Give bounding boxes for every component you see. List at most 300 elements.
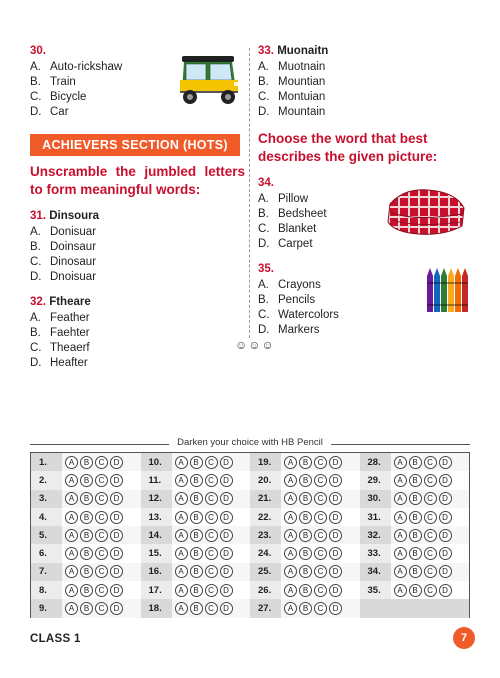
answer-bubble[interactable]: C <box>314 511 327 524</box>
answer-bubble[interactable]: B <box>299 602 312 615</box>
option-c: C. Watercolors <box>258 309 339 321</box>
answer-bubble[interactable]: A <box>284 565 297 578</box>
answer-bubble[interactable]: C <box>314 474 327 487</box>
answer-bubble[interactable]: A <box>175 511 188 524</box>
bubble-group <box>62 581 141 599</box>
answer-bubble[interactable]: C <box>95 529 108 542</box>
answer-bubble[interactable]: A <box>394 584 407 597</box>
answer-bubble[interactable]: A <box>175 529 188 542</box>
answer-bubble[interactable]: B <box>190 602 203 615</box>
answer-bubble[interactable]: C <box>205 529 218 542</box>
answer-bubble[interactable]: A <box>175 456 188 469</box>
option-d: D. Markers <box>258 324 320 336</box>
answer-bubble[interactable]: C <box>424 492 437 505</box>
answer-bubble[interactable]: D <box>439 529 452 542</box>
answer-bubble[interactable]: D <box>220 456 233 469</box>
option-d: D. Carpet <box>258 238 313 250</box>
answer-row <box>250 526 360 544</box>
answer-bubble[interactable]: B <box>409 547 422 560</box>
answer-row <box>141 581 251 599</box>
instruction-unscramble: Unscramble the jumbled letters to form meaningful words: <box>30 164 245 197</box>
answer-bubble[interactable]: B <box>409 529 422 542</box>
answer-bubble[interactable]: A <box>175 547 188 560</box>
answer-row <box>31 508 141 526</box>
bubble-group <box>172 453 251 471</box>
question-number: 33. <box>258 45 274 57</box>
option-a: A. Crayons <box>258 279 321 291</box>
answer-row <box>250 490 360 508</box>
jumbled-word: Muonaitn <box>277 45 329 57</box>
option-b: B. Train <box>30 76 76 88</box>
bubble-group <box>391 563 470 581</box>
answer-number: 18. <box>148 603 162 615</box>
answer-bubble[interactable]: B <box>190 456 203 469</box>
answer-row <box>360 508 470 526</box>
answer-bubble[interactable]: D <box>329 492 342 505</box>
answer-number: 25. <box>258 566 272 578</box>
answer-number: 8. <box>39 584 47 596</box>
answer-bubble[interactable]: A <box>65 492 78 505</box>
answer-bubble[interactable]: B <box>80 492 93 505</box>
bubble-group <box>172 599 251 617</box>
answer-number: 17. <box>148 584 162 596</box>
answer-bubble[interactable]: A <box>65 529 78 542</box>
answer-bubble[interactable]: B <box>80 529 93 542</box>
option-d: D. Heafter <box>30 357 88 369</box>
answer-bubble[interactable]: B <box>190 584 203 597</box>
answer-bubble[interactable]: D <box>110 456 123 469</box>
answer-bubble[interactable]: A <box>394 492 407 505</box>
answer-bubble[interactable]: C <box>95 584 108 597</box>
bubble-group <box>391 453 470 471</box>
option-c: C. Dinosaur <box>30 256 97 268</box>
answer-bubble[interactable]: B <box>299 584 312 597</box>
option-c: C. Theaerf <box>30 342 90 354</box>
answer-number: 27. <box>258 603 272 615</box>
answer-bubble[interactable]: C <box>424 584 437 597</box>
option-b: B. Faehter <box>30 327 90 339</box>
bubble-group <box>172 544 251 562</box>
answer-row <box>360 526 470 544</box>
option-b: B. Mountian <box>258 76 326 88</box>
option-c: C. Montuian <box>258 91 326 103</box>
option-a: A. Auto-rickshaw <box>30 61 123 73</box>
answer-bubble[interactable]: C <box>424 474 437 487</box>
answer-bubble[interactable]: D <box>329 565 342 578</box>
answer-bubble[interactable]: A <box>394 529 407 542</box>
answer-number: 19. <box>258 456 272 468</box>
answer-bubble[interactable]: D <box>439 456 452 469</box>
bubble-group <box>391 544 470 562</box>
answer-bubble[interactable]: A <box>65 474 78 487</box>
bubble-group <box>391 526 470 544</box>
answer-column <box>250 453 360 617</box>
blanket-image <box>384 182 468 240</box>
answer-bubble[interactable]: D <box>220 529 233 542</box>
answer-bubble[interactable]: D <box>329 547 342 560</box>
answer-number: 35. <box>367 584 381 596</box>
question-number: 32. <box>30 296 46 308</box>
answer-bubble[interactable]: A <box>394 565 407 578</box>
answer-bubble[interactable]: B <box>409 456 422 469</box>
page-number-badge: 7 <box>453 627 475 649</box>
answer-number: 4. <box>39 511 47 523</box>
answer-bubble[interactable]: C <box>424 547 437 560</box>
answer-bubble[interactable]: D <box>329 529 342 542</box>
option-a: A. Pillow <box>258 193 309 205</box>
answer-bubble[interactable]: C <box>205 511 218 524</box>
answer-number: 12. <box>148 493 162 505</box>
answer-number: 15. <box>148 548 162 560</box>
answer-bubble[interactable]: B <box>299 474 312 487</box>
option-b: B. Bedsheet <box>258 208 327 220</box>
answer-row <box>250 453 360 471</box>
instruction-choose-word: Choose the word that best describes the given picture: <box>258 131 438 164</box>
answer-number: 29. <box>367 474 381 486</box>
bubble-group <box>62 508 141 526</box>
answer-bubble[interactable]: A <box>65 584 78 597</box>
answer-bubble[interactable]: A <box>284 474 297 487</box>
bubble-group <box>281 526 360 544</box>
answer-row <box>141 526 251 544</box>
answer-number: 21. <box>258 493 272 505</box>
answer-number: 11. <box>148 474 162 486</box>
answer-number: 5. <box>39 529 47 541</box>
bubble-group <box>391 471 470 489</box>
answer-bubble[interactable]: A <box>65 602 78 615</box>
answer-number: 3. <box>39 493 47 505</box>
answer-row <box>141 453 251 471</box>
answer-row <box>141 490 251 508</box>
answer-bubble[interactable]: A <box>394 474 407 487</box>
answer-bubble[interactable]: B <box>299 529 312 542</box>
bubble-group <box>281 581 360 599</box>
answer-bubble[interactable]: B <box>80 511 93 524</box>
answer-bubble[interactable]: D <box>329 602 342 615</box>
answer-row <box>141 471 251 489</box>
bubble-group <box>281 453 360 471</box>
answer-number: 24. <box>258 548 272 560</box>
answer-number: 13. <box>148 511 162 523</box>
answer-row <box>360 599 470 617</box>
bubble-group <box>172 526 251 544</box>
answer-number: 34. <box>367 566 381 578</box>
answer-bubble[interactable]: B <box>299 547 312 560</box>
answer-bubble[interactable]: D <box>329 511 342 524</box>
answer-bubble[interactable]: B <box>190 565 203 578</box>
jumbled-word: Dinsoura <box>49 210 100 222</box>
answer-bubble[interactable]: C <box>95 456 108 469</box>
column-divider <box>249 48 250 338</box>
answer-bubble[interactable]: B <box>190 474 203 487</box>
answer-row <box>31 563 141 581</box>
answer-number: 31. <box>367 511 381 523</box>
answer-bubble[interactable]: C <box>95 511 108 524</box>
answer-bubble[interactable]: D <box>329 584 342 597</box>
answer-column <box>31 453 141 617</box>
question-number: 34. <box>258 177 274 189</box>
answer-bubble[interactable]: A <box>175 492 188 505</box>
answer-number: 2. <box>39 474 47 486</box>
answer-row <box>360 471 470 489</box>
smiley-icons: ☺☺☺ <box>235 338 275 352</box>
answer-bubble[interactable]: D <box>329 456 342 469</box>
answer-bubble[interactable]: A <box>284 492 297 505</box>
option-a: A. Muotnain <box>258 61 326 73</box>
answer-bubble[interactable]: C <box>314 584 327 597</box>
question-number: 31. <box>30 210 46 222</box>
answer-row <box>31 471 141 489</box>
bubble-group <box>62 471 141 489</box>
option-d: D. Dnoisuar <box>30 271 97 283</box>
answer-bubble[interactable]: C <box>314 602 327 615</box>
answer-row <box>141 508 251 526</box>
answer-row <box>31 599 141 617</box>
answer-row <box>31 544 141 562</box>
answer-bubble[interactable]: B <box>409 492 422 505</box>
answer-bubble[interactable]: D <box>439 547 452 560</box>
answer-bubble[interactable]: D <box>439 565 452 578</box>
answer-number: 9. <box>39 603 47 615</box>
option-b: B. Pencils <box>258 294 316 306</box>
answer-bubble[interactable]: C <box>95 474 108 487</box>
answer-number: 23. <box>258 529 272 541</box>
option-a: A. Feather <box>30 312 90 324</box>
answer-bubble[interactable]: C <box>205 456 218 469</box>
answer-bubble[interactable]: B <box>299 492 312 505</box>
answer-bubble[interactable]: D <box>110 511 123 524</box>
answer-bubble[interactable]: B <box>190 547 203 560</box>
answer-bubble[interactable]: B <box>80 547 93 560</box>
answer-bubble[interactable]: D <box>220 511 233 524</box>
answer-row <box>31 453 141 471</box>
answer-bubble[interactable]: C <box>314 547 327 560</box>
bubble-group <box>62 563 141 581</box>
bubble-group <box>172 490 251 508</box>
answer-bubble[interactable]: C <box>424 565 437 578</box>
answer-row <box>31 526 141 544</box>
answer-bubble[interactable]: B <box>409 584 422 597</box>
answer-row <box>31 581 141 599</box>
class-label: CLASS 1 <box>30 633 81 645</box>
answer-bubble[interactable]: D <box>110 474 123 487</box>
answer-number: 30. <box>367 493 381 505</box>
answer-bubble[interactable]: D <box>220 584 233 597</box>
answer-bubble[interactable]: A <box>394 511 407 524</box>
answer-bubble[interactable]: C <box>95 492 108 505</box>
answer-bubble[interactable]: C <box>95 547 108 560</box>
answer-bubble[interactable]: A <box>175 565 188 578</box>
answer-row <box>250 471 360 489</box>
answer-row <box>250 599 360 617</box>
jumbled-word: Ftheare <box>49 296 91 308</box>
answer-bubble[interactable]: C <box>95 565 108 578</box>
answer-bubble[interactable]: B <box>190 529 203 542</box>
answer-row <box>250 563 360 581</box>
question-33 <box>258 44 473 120</box>
bubble-group <box>281 490 360 508</box>
answer-row <box>360 490 470 508</box>
answer-bubble[interactable]: D <box>220 565 233 578</box>
bubble-group <box>172 508 251 526</box>
answer-bubble[interactable]: C <box>314 565 327 578</box>
answer-bubble[interactable]: C <box>205 565 218 578</box>
answer-bubble[interactable]: B <box>299 456 312 469</box>
answer-bubble[interactable]: A <box>175 474 188 487</box>
bubble-group <box>391 581 470 599</box>
option-c: C. Bicycle <box>30 91 87 103</box>
option-d: D. Car <box>30 106 69 118</box>
answer-bubble[interactable]: A <box>394 547 407 560</box>
question-32 <box>30 295 245 371</box>
answer-bubble[interactable]: D <box>110 529 123 542</box>
answer-number: 10. <box>148 456 162 468</box>
answer-bubble[interactable]: D <box>439 474 452 487</box>
answer-column <box>360 453 470 617</box>
answer-bubble[interactable]: C <box>205 547 218 560</box>
answer-number: 14. <box>148 529 162 541</box>
option-c: C. Blanket <box>258 223 317 235</box>
answer-bubble[interactable]: C <box>205 474 218 487</box>
answer-bubble[interactable]: D <box>110 602 123 615</box>
answer-bubble[interactable]: A <box>65 565 78 578</box>
answer-bubble[interactable]: C <box>314 529 327 542</box>
answer-bubble[interactable]: A <box>284 511 297 524</box>
bubble-group <box>62 544 141 562</box>
answer-bubble[interactable]: B <box>80 602 93 615</box>
option-d: D. Mountain <box>258 106 326 118</box>
answer-column <box>141 453 251 617</box>
answer-row <box>360 581 470 599</box>
answer-bubble[interactable]: A <box>394 456 407 469</box>
answer-row <box>31 490 141 508</box>
bubble-group <box>172 581 251 599</box>
answer-bubble[interactable]: B <box>190 492 203 505</box>
bubble-group <box>62 599 141 617</box>
answer-row <box>360 544 470 562</box>
answer-bubble[interactable]: C <box>205 492 218 505</box>
answer-bubble[interactable]: D <box>110 584 123 597</box>
answer-bubble[interactable]: D <box>220 492 233 505</box>
answer-bubble[interactable]: A <box>65 511 78 524</box>
answer-bubble[interactable]: C <box>424 456 437 469</box>
answer-row <box>250 544 360 562</box>
answer-grid <box>30 452 470 618</box>
answer-bubble[interactable]: D <box>110 547 123 560</box>
bubble-group <box>281 563 360 581</box>
bubble-group <box>281 471 360 489</box>
empty-cell <box>360 599 470 617</box>
answer-number: 28. <box>367 456 381 468</box>
answer-number: 32. <box>367 529 381 541</box>
answer-bubble[interactable]: D <box>439 492 452 505</box>
answer-bubble[interactable]: A <box>175 584 188 597</box>
bubble-group <box>62 526 141 544</box>
option-b: B. Doinsaur <box>30 241 97 253</box>
answer-bubble[interactable]: C <box>205 602 218 615</box>
answer-bubble[interactable]: A <box>65 456 78 469</box>
answer-bubble[interactable]: B <box>299 565 312 578</box>
answer-bubble[interactable]: B <box>409 565 422 578</box>
answer-number: 33. <box>367 548 381 560</box>
answer-number: 7. <box>39 566 47 578</box>
bubble-group <box>391 508 470 526</box>
answer-bubble[interactable]: B <box>80 456 93 469</box>
answer-row <box>250 508 360 526</box>
bubble-group <box>281 599 360 617</box>
answer-bubble[interactable]: B <box>190 511 203 524</box>
auto-rickshaw-image <box>176 50 242 108</box>
bubble-group <box>391 490 470 508</box>
answer-number: 1. <box>39 456 47 468</box>
answer-bubble[interactable]: D <box>220 547 233 560</box>
answer-bubble[interactable]: D <box>439 511 452 524</box>
answer-bubble[interactable]: D <box>110 492 123 505</box>
answer-row <box>141 599 251 617</box>
answer-number: 20. <box>258 474 272 486</box>
answer-bubble[interactable]: C <box>95 602 108 615</box>
answer-number: 26. <box>258 584 272 596</box>
bubble-group <box>281 544 360 562</box>
answer-bubble[interactable]: D <box>220 474 233 487</box>
option-a: A. Donisuar <box>30 226 97 238</box>
bubble-group <box>281 508 360 526</box>
answer-bubble[interactable]: C <box>314 492 327 505</box>
answer-bubble[interactable]: D <box>329 474 342 487</box>
answer-bubble[interactable]: D <box>110 565 123 578</box>
answer-bubble[interactable]: B <box>409 511 422 524</box>
answer-bubble[interactable]: C <box>424 529 437 542</box>
answer-bubble[interactable]: B <box>299 511 312 524</box>
answer-row <box>360 563 470 581</box>
bubble-group <box>172 471 251 489</box>
answer-row <box>250 581 360 599</box>
answer-bubble[interactable]: B <box>80 565 93 578</box>
answer-bubble[interactable]: D <box>439 584 452 597</box>
answer-bubble[interactable]: A <box>65 547 78 560</box>
answer-bubble[interactable]: C <box>205 584 218 597</box>
answer-bubble[interactable]: A <box>284 584 297 597</box>
bubble-group <box>62 453 141 471</box>
answer-bubble[interactable]: D <box>220 602 233 615</box>
question-number: 35. <box>258 263 274 275</box>
section-banner: ACHIEVERS SECTION (HOTS) <box>30 134 240 156</box>
answer-bubble[interactable]: A <box>284 602 297 615</box>
answer-number: 16. <box>148 566 162 578</box>
answer-row <box>141 544 251 562</box>
answer-number: 6. <box>39 548 47 560</box>
answer-number: 22. <box>258 511 272 523</box>
answer-sheet-header <box>30 437 470 451</box>
answer-row <box>360 453 470 471</box>
question-31 <box>30 209 245 285</box>
answer-bubble[interactable]: B <box>409 474 422 487</box>
answer-bubble[interactable]: C <box>314 456 327 469</box>
answer-bubble[interactable]: A <box>284 547 297 560</box>
answer-row <box>141 563 251 581</box>
answer-bubble[interactable]: A <box>284 529 297 542</box>
crayons-image <box>426 266 470 316</box>
bubble-group <box>172 563 251 581</box>
answer-sheet-title: Darken your choice with HB Pencil <box>169 437 331 448</box>
bubble-group <box>62 490 141 508</box>
question-number: 30. <box>30 45 46 57</box>
answer-bubble[interactable]: A <box>175 602 188 615</box>
answer-bubble[interactable]: C <box>424 511 437 524</box>
answer-bubble[interactable]: A <box>284 456 297 469</box>
answer-bubble[interactable]: B <box>80 474 93 487</box>
answer-bubble[interactable]: B <box>80 584 93 597</box>
